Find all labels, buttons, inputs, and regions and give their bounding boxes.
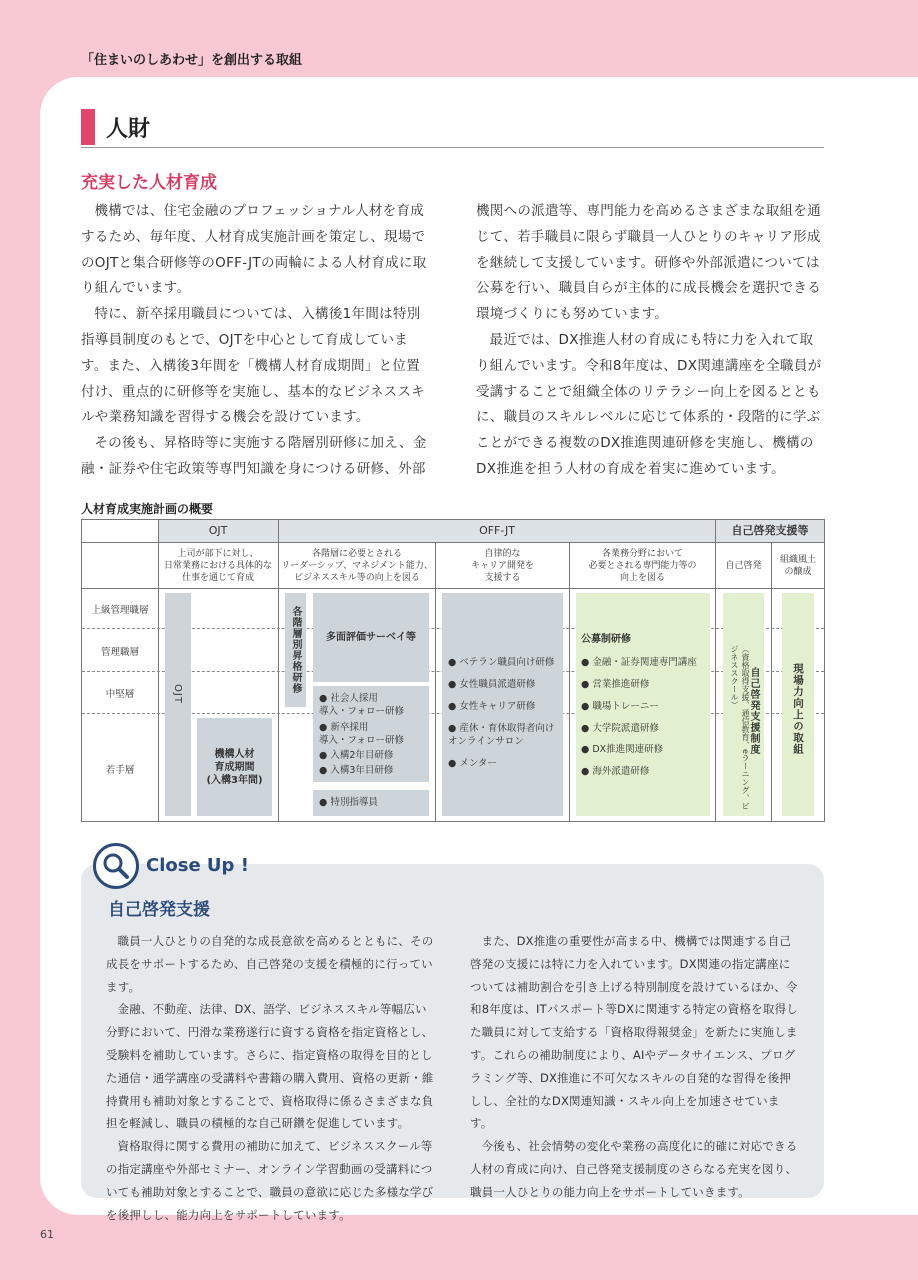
closeup-left-column (106, 930, 436, 1226)
mentor-box (313, 790, 429, 816)
ojt-period-label: 機構人材 育成期間 (入構3年間) (206, 748, 263, 786)
group-header-offjt: OFF-JT (279, 520, 715, 542)
newcomer-item-text: 入構2年目研修 (330, 750, 394, 761)
closeup-paragraph: 職員一人ひとりの自発的な成長意欲を高めるとともに、その成長をサポートするため、自己啓発の支援を積極的に行っています。 (106, 934, 434, 994)
career-item: ● メンター (448, 758, 497, 769)
mentor-item: ● 特別指導員 (319, 797, 378, 808)
ojt-period-box (197, 718, 272, 816)
survey-label: 多面評価サーベイ等 (326, 632, 416, 643)
field-item-text: 金融・証券関連専門講座 (592, 657, 697, 668)
grid-line (82, 588, 824, 589)
career-item: ● 女性職員派遣研修 (448, 679, 536, 690)
body-right-column (476, 199, 826, 483)
career-item: ● 産休・育休取得者向け オンラインサロン (448, 723, 555, 747)
level-label: 上級管理職層 (91, 605, 149, 616)
field-item-text: 海外派遣研修 (592, 766, 650, 777)
level-label: 若手層 (105, 765, 135, 776)
closeup-paragraph: また、DX推進の重要性が高まる中、機構では関連する自己啓発の支援には特に力を入れています。DX関連の指定講座については補助割合を引き上げる特別制度を設けているほか、令和8年度は、ITパスポート等DXに関連する特定の資格を取得した職員に対して支給する「資格取得報奨金」を新たに実施します。これらの補助制度により、AIやデータサイエンス、プログラミング等、DX推進に不可欠なスキルの自発的な習得を後押しし、全社的なDX関連知識・スキル向上を加速させています。 (470, 934, 798, 1131)
newcomer-item: ● 入構2年目研修 (319, 750, 394, 761)
body-paragraph: 特に、新卒採用職員については、入構後1年間は特別指導員制度のもとで、OJTを中心として育成しています。また、入構後3年間を「機構人材育成期間」と位置付け、重点的に研修等を実施し、基本的なビジネススキルや業務知識を習得する機会を設けています。 (81, 306, 426, 426)
desc-self: 自己啓発 (725, 561, 762, 571)
closeup-paragraph: 金融、不動産、法律、DX、語学、ビジネススキル等幅広い分野において、円滑な業務遂行に資する資格を指定資格とし、受験料を補助しています。さらに、指定資格の取得を目的とした通信・通学講座の受講料や書籍の購入費用、資格の更新・維持費用も補助対象とすることで、資格取得に係るさまざまな負担を軽減し、職員の積極的な自己研鑽を促進しています。 (106, 1002, 434, 1131)
field-item-text: DX推進関連研修 (592, 744, 664, 755)
field-item: ● 営業推進研修 (581, 679, 650, 690)
self-dev-box (723, 593, 764, 816)
section-divider (81, 147, 824, 148)
desc-ojt: 上司が部下に対し、 日常業務における具体的な 仕事を通じて育成 (163, 549, 272, 583)
group-header-self: 自己啓発支援等 (716, 520, 824, 542)
field-item: ● 職場トレーニー (581, 701, 659, 712)
career-item: ● 女性キャリア研修 (448, 701, 536, 712)
career-item-text: メンター (459, 758, 497, 769)
closeup-right-column (470, 930, 800, 1204)
rank-training-label: 各階層別昇格研修 (290, 606, 301, 694)
table-caption: 人材育成実施計画の概要 (81, 502, 214, 516)
grid-line (435, 542, 436, 821)
closeup-paragraph: 今後も、社会情勢の変化や業務の高度化に的確に対応できる人材の育成に向け、自己啓発支援制度のさらなる充実を図り、職員一人ひとりの能力向上をサポートしていきます。 (470, 1139, 798, 1199)
magnifier-icon (93, 843, 139, 889)
grid-line (771, 542, 772, 821)
closeup-label: Close Up ! (146, 855, 249, 876)
grid-line (569, 542, 570, 821)
career-box (442, 593, 563, 816)
career-item-text: ベテラン職員向け研修 (459, 657, 555, 668)
body-paragraph: 機関への派遣等、専門能力を高めるさまざまな取組を通じて、若手職員に限らず職員一人ひとりのキャリア形成を継続して支援しています。研修や外部派遣については公募を行い、職員自らが主体的に成長機会を選択できる環境づくりにも努めています。 (476, 203, 821, 323)
self-dev-label: 自己啓発支援制度 (748, 667, 759, 755)
body-paragraph: その後も、昇格時等に実施する階層別研修に加え、金融・証券や住宅政策等専門知識を身につける研修、外部 (81, 435, 427, 477)
page-header-title: 「住まいのしあわせ」を創出する取組 (81, 53, 303, 68)
closeup-title: 自己啓発支援 (108, 900, 210, 920)
culture-label: 現場力向上の取組 (792, 663, 804, 755)
culture-box (782, 593, 814, 816)
group-header-ojt: OJT (158, 520, 278, 542)
career-item-text: 産休・育休取得者向け オンラインサロン (448, 723, 555, 747)
level-label: 中堅層 (105, 689, 135, 700)
ojt-bar (165, 593, 191, 816)
self-dev-sub: （資格取得支援、通信教育、eラーニング、ビジネススクール） (730, 645, 750, 810)
desc-layer: 各階層に必要とされる リーダーシップ、マネジメント能力、 ビジネススキル等の向上を図る (281, 549, 433, 583)
mentor-item-text: 特別指導員 (330, 797, 378, 808)
page-number: 61 (40, 1228, 54, 1241)
newcomer-item-text: 新卒採用 導入・フォロー研修 (319, 722, 405, 746)
field-title: 公募制研修 (581, 634, 631, 645)
career-item-text: 女性職員派遣研修 (459, 679, 536, 690)
grid-line (82, 542, 824, 543)
newcomer-item: ● 社会人採用 導入・フォロー研修 (319, 693, 405, 717)
field-item: ● 大学院派遣研修 (581, 723, 659, 734)
newcomer-item: ● 新卒採用 導入・フォロー研修 (319, 722, 405, 746)
newcomer-box (313, 686, 429, 782)
ojt-bar-label: OJT (172, 684, 183, 704)
section-marker (81, 109, 95, 145)
career-item-text: 女性キャリア研修 (459, 701, 536, 712)
desc-field: 各業務分野において 必要とされる専門能力等の 向上を図る (588, 549, 697, 583)
newcomer-item-text: 入構3年目研修 (330, 765, 394, 776)
closeup-paragraph: 資格取得に関する費用の補助に加えて、ビジネススクール等の指定講座や外部セミナー、オンライン学習動画の受講料についても補助対象とすることで、職員の意欲に応じた多様な学びを後押しし、能力向上をサポートしています。 (106, 1139, 434, 1222)
magnifier-glyph-icon (101, 851, 131, 881)
field-item-text: 大学院派遣研修 (592, 723, 659, 734)
body-paragraph: 最近では、DX推進人材の育成にも特に力を入れて取り組んでいます。令和8年度は、DX関連講座を全職員が受講することで組織全体のリテラシー向上を図るとともに、職員のスキルレベルに応じて体系的・段階的に学ぶことができる複数のDX推進関連研修を実施し、機構のDX推進を担う人材の育成を着実に進めています。 (476, 331, 822, 477)
field-item-text: 職場トレーニー (592, 701, 659, 712)
level-label: 管理職層 (100, 647, 139, 658)
section-subtitle: 充実した人材育成 (81, 173, 217, 193)
field-item: ● DX推進関連研修 (581, 744, 664, 755)
body-paragraph: 機構では、住宅金融のプロフェッショナル人材を育成するため、毎年度、人材育成実施計画を策定し、現場でのOJTと集合研修等のOFF-JTの両輪による人材育成に取り組んでいます。 (81, 203, 427, 297)
desc-culture: 組織風土 の醸成 (779, 555, 816, 577)
newcomer-item: ● 入構3年目研修 (319, 765, 394, 776)
body-left-column (81, 199, 433, 483)
field-item-text: 営業推進研修 (592, 679, 650, 690)
field-item: ● 金融・証券関連専門講座 (581, 657, 697, 668)
field-item: ● 海外派遣研修 (581, 766, 650, 777)
field-box (576, 593, 710, 816)
desc-career: 自律的な キャリア開発を 支援する (470, 549, 534, 583)
section-title: 人財 (106, 117, 151, 142)
newcomer-item-text: 社会人採用 導入・フォロー研修 (319, 693, 405, 717)
career-item: ● ベテラン職員向け研修 (448, 657, 555, 668)
training-plan-table (81, 519, 825, 822)
survey-box (313, 593, 429, 682)
